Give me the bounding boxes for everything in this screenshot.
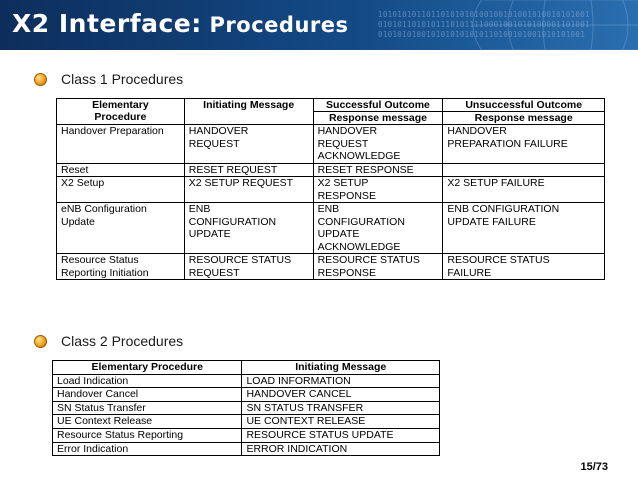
cell-procedure: Load Indication [53,374,242,388]
cell-text: RESOURCE STATUS [188,254,292,266]
header-initiating: Initiating Message [242,361,440,375]
class2-label: Class 2 Procedures [61,333,184,349]
class1-procedures-table [56,98,605,280]
cell-text: RESET RESPONSE [317,163,414,176]
cell-initiating [184,125,313,164]
cell-text: Resource Status [61,254,139,266]
cell-procedure: Handover Cancel [53,388,242,402]
cell-unsuccessful [443,125,605,164]
cell-unsuccessful [443,163,605,177]
cell-successful [313,125,443,164]
cell-text: ENB [188,203,211,215]
cell-text: UPDATE [188,228,231,240]
cell-procedure [57,125,185,164]
cell-initiating: UE CONTEXT RELEASE [242,415,440,429]
cell-text: RESOURCE STATUS [317,254,420,266]
header-procedure: Elementary Procedure [57,99,185,125]
binary-pattern-line: 01010110101011101011110001001010100001101001 [378,20,590,29]
cell-text: X2 SETUP FAILURE [447,177,545,189]
cell-initiating: LOAD INFORMATION [242,374,440,388]
bullet-icon [34,335,47,348]
cell-procedure: Error Indication [53,442,242,456]
cell-text: ENB CONFIGURATION [447,203,560,215]
cell-text: REQUEST [188,137,240,150]
cell-initiating: HANDOVER CANCEL [242,388,440,402]
title-banner [0,0,638,50]
cell-text: CONFIGURATION [188,215,277,228]
cell-initiating: SN STATUS TRANSFER [242,401,440,415]
cell-text: Reset [61,163,89,176]
title-sub: Procedures [201,13,349,37]
cell-successful [313,163,443,177]
cell-text: ACKNOWLEDGE [317,240,401,253]
cell-text: Update [61,215,95,228]
cell-text: RESOURCE STATUS [447,254,550,266]
cell-text: eNB Configuration [61,203,147,215]
cell-text: UPDATE [317,228,360,240]
cell-text: FAILURE [447,266,492,279]
cell-procedure: SN Status Transfer [53,401,242,415]
cell-text: PREPARATION FAILURE [447,137,568,150]
table-row [57,163,605,177]
cell-unsuccessful [443,177,605,203]
cell-text: X2 SETUP REQUEST [188,177,294,189]
table-row [57,125,605,164]
table-header-row [53,361,440,375]
cell-successful [313,254,443,280]
cell-unsuccessful [443,203,605,254]
cell-procedure: Resource Status Reporting [53,428,242,442]
table-row [53,442,440,456]
table-row [57,254,605,280]
table-row [53,428,440,442]
cell-text: RESPONSE [317,189,376,202]
cell-text: CONFIGURATION [317,215,405,228]
cell-procedure [57,203,185,254]
cell-text: Handover Preparation [61,125,164,137]
title-main: X2 Interface: [12,9,202,38]
cell-successful [313,203,443,254]
table-header-row [57,99,605,112]
cell-procedure: UE Context Release [53,415,242,429]
cell-text: Reporting Initiation [61,266,149,279]
cell-text: ACKNOWLEDGE [317,150,401,162]
cell-procedure [57,163,185,177]
class1-section-heading [34,71,183,87]
binary-pattern-line: 10101010110110101010100100101001010010101001 [378,10,590,19]
cell-text: HANDOVER [317,125,378,137]
cell-unsuccessful [443,254,605,280]
cell-text: REQUEST [317,137,369,150]
header-procedure: Elementary Procedure [53,361,242,375]
header-initiating: Initiating Message [184,99,313,125]
cell-successful [313,177,443,203]
table-row [53,374,440,388]
table-row [53,401,440,415]
table-row [57,203,605,254]
class2-procedures-table [52,360,440,456]
cell-text: UPDATE FAILURE [447,215,536,228]
cell-initiating [184,177,313,203]
cell-initiating [184,203,313,254]
cell-text: ENB [317,203,340,215]
binary-pattern-line: 0101010100101010101010110100101001010101001 [378,30,586,39]
cell-initiating [184,163,313,177]
header-successful-sub: Response message [313,112,443,125]
cell-procedure [57,177,185,203]
cell-procedure [57,254,185,280]
table-row [53,388,440,402]
cell-text: REQUEST [188,266,240,279]
header-unsuccessful: Unsuccessful Outcome [443,99,605,112]
cell-initiating [184,254,313,280]
header-successful: Successful Outcome [313,99,443,112]
cell-text: HANDOVER [447,125,507,137]
page-number: 15/73 [580,461,608,473]
cell-text: X2 SETUP [317,177,369,189]
class1-label: Class 1 Procedures [61,71,184,87]
cell-initiating: ERROR INDICATION [242,442,440,456]
cell-text: HANDOVER [188,125,249,137]
cell-text: RESPONSE [317,266,376,279]
header-unsuccessful-sub: Response message [443,112,605,125]
page-title [12,9,349,38]
class2-section-heading [34,333,183,349]
bullet-icon [34,73,47,86]
cell-text: X2 Setup [61,177,105,189]
table-row [57,177,605,203]
table-row [53,415,440,429]
cell-text: RESET REQUEST [188,163,278,176]
cell-initiating: RESOURCE STATUS UPDATE [242,428,440,442]
